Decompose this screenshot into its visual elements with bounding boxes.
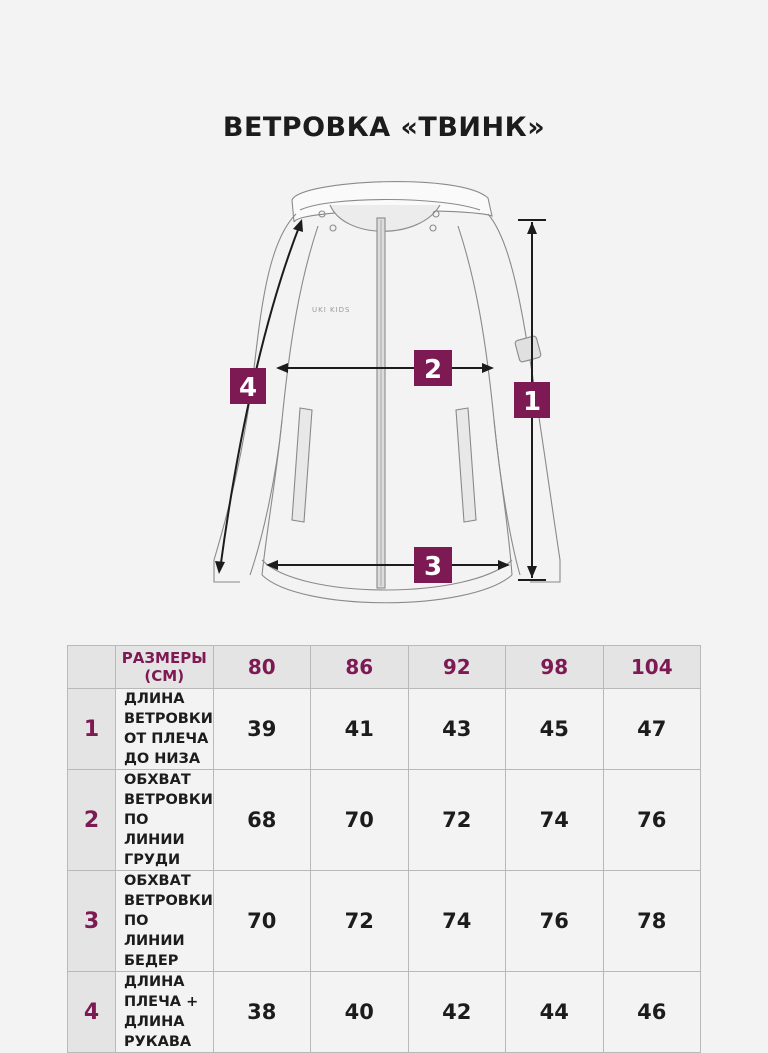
row-index: 3 <box>68 871 116 972</box>
row-index: 4 <box>68 972 116 1053</box>
svg-text:3: 3 <box>423 552 443 582</box>
row-value: 39 <box>213 689 311 770</box>
row-value: 74 <box>506 770 604 871</box>
row-value: 68 <box>213 770 311 871</box>
header-corner <box>68 646 116 689</box>
row-value: 72 <box>408 770 506 871</box>
row-value: 76 <box>506 871 604 972</box>
table-row <box>68 871 701 972</box>
row-value: 70 <box>213 871 311 972</box>
badge-4 <box>230 368 266 404</box>
badge-3 <box>414 547 452 583</box>
row-value: 76 <box>603 770 701 871</box>
badge-2 <box>414 350 452 386</box>
table-row <box>68 689 701 770</box>
brand-label: UKI KIDS <box>312 306 351 314</box>
row-value: 45 <box>506 689 604 770</box>
table-row <box>68 770 701 871</box>
row-value: 72 <box>311 871 409 972</box>
row-index: 1 <box>68 689 116 770</box>
size-80: 80 <box>213 646 311 689</box>
sizes-header: РАЗМЕРЫ (СМ) <box>116 646 214 689</box>
size-92: 92 <box>408 646 506 689</box>
svg-text:2: 2 <box>423 355 443 385</box>
row-value: 42 <box>408 972 506 1053</box>
row-value: 40 <box>311 972 409 1053</box>
row-value: 43 <box>408 689 506 770</box>
row-value: 78 <box>603 871 701 972</box>
row-index: 2 <box>68 770 116 871</box>
size-86: 86 <box>311 646 409 689</box>
row-value: 41 <box>311 689 409 770</box>
row-value: 47 <box>603 689 701 770</box>
row-value: 70 <box>311 770 409 871</box>
svg-text:4: 4 <box>238 373 258 403</box>
row-value: 74 <box>408 871 506 972</box>
row-label: ДЛИНА ВЕТРОВКИ ОТ ПЛЕЧА ДО НИЗА <box>116 689 214 770</box>
badge-1 <box>514 382 550 418</box>
svg-text:1: 1 <box>522 387 542 417</box>
row-value: 38 <box>213 972 311 1053</box>
row-value: 44 <box>506 972 604 1053</box>
row-value: 46 <box>603 972 701 1053</box>
row-label: ОБХВАТ ВЕТРОВКИ ПО ЛИНИИ БЕДЕР <box>116 871 214 972</box>
jacket-diagram <box>200 170 580 610</box>
page-title: ВЕТРОВКА «ТВИНК» <box>222 112 546 143</box>
size-table <box>67 645 701 1053</box>
row-label: ДЛИНА ПЛЕЧА + ДЛИНА РУКАВА <box>116 972 214 1053</box>
table-header-row <box>68 646 701 689</box>
row-label: ОБХВАТ ВЕТРОВКИ ПО ЛИНИИ ГРУДИ <box>116 770 214 871</box>
size-104: 104 <box>603 646 701 689</box>
table-row <box>68 972 701 1053</box>
size-98: 98 <box>506 646 604 689</box>
